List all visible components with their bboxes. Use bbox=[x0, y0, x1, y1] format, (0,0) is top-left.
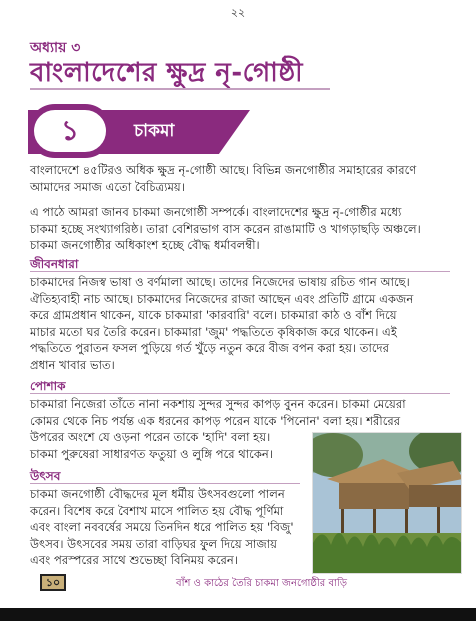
text-line: আমাদের সমাজ এতো বৈচিত্র্যময়। bbox=[30, 179, 185, 194]
overview-paragraph bbox=[30, 204, 421, 254]
text-line: ঐতিহ্যবাহী নাচ আছে। চাকমাদের নিজেদের রাজা আছেন এবং প্রতিটি গ্রামে একজন bbox=[30, 291, 414, 306]
chapter-label: অধ্যায় ৩ bbox=[30, 40, 81, 56]
footer-page-number: ১০ bbox=[40, 574, 66, 591]
text-line: চাকমাদের নিজস্ব ভাষা ও বর্ণমালা আছে। তাদের নিজেদের ভাষায় রচিত গান আছে। bbox=[30, 275, 410, 289]
text-line: চাকমা জনগোষ্ঠী বৌদ্ধদের মূল ধর্মীয় উৎসবগুলো পালন bbox=[30, 487, 285, 501]
top-page-number: ২২ bbox=[230, 6, 246, 19]
text-line: মাচার মতো ঘর তৈরি করেন। চাকমারা 'জুম' পদ্ধতিতে কৃষিকাজ করে থাকেন। এই bbox=[30, 324, 397, 339]
text-line: পদ্ধতিতে পুরাতন ফসল পুড়িয়ে গর্ত খুঁড়ে নতুন করে বীজ বপন করা হয়। তাদের bbox=[30, 341, 389, 356]
text-line: উপরের অংশে যে ওড়না পরেন তাকে 'হাদি' বলা হয়। bbox=[30, 430, 271, 445]
festival-paragraph bbox=[30, 486, 294, 569]
bamboo-house-illustration bbox=[313, 433, 462, 574]
text-line: করে গ্রামপ্রধান থাকেন, যাকে চাকমারা 'কারবারি' বলে। চাকমারা কাঠ ও বাঁশ দিয়ে bbox=[30, 308, 397, 323]
photo-caption: বাঁশ ও কাঠের তৈরি চাকমা জনগোষ্ঠীর বাড়ি bbox=[176, 578, 347, 589]
dress-heading: পোশাক bbox=[30, 379, 66, 393]
intro-paragraph bbox=[30, 162, 416, 195]
livelihood-divider bbox=[30, 271, 450, 272]
festival-divider bbox=[30, 483, 300, 484]
livelihood-paragraph bbox=[30, 274, 413, 374]
text-line: প্রধান খাবার ভাত। bbox=[30, 357, 115, 372]
section-banner bbox=[28, 104, 250, 158]
dress-divider bbox=[30, 393, 450, 394]
text-line: বাংলাদেশে ৪৫টিরও অধিক ক্ষুদ্র নৃ-গোষ্ঠী আছে। বিভিন্ন জনগোষ্ঠীর সমাহারের কারণে bbox=[30, 163, 417, 177]
text-line: চাকমা জনগোষ্ঠীর অধিকাংশ হচ্ছে বৌদ্ধ ধর্মাবলম্বী। bbox=[30, 238, 260, 253]
bottom-edge bbox=[0, 608, 476, 621]
text-line: এ পাঠে আমরা জানব চাকমা জনগোষ্ঠী সম্পর্কে। বাংলাদেশের ক্ষুদ্র নৃ-গোষ্ঠীর মধ্যে bbox=[30, 205, 402, 219]
text-line: এবং পরস্পরের সাথে শুভেচ্ছা বিনিময় করেন। bbox=[30, 553, 238, 568]
section-number: ১ bbox=[60, 114, 80, 147]
chapter-title: বাংলাদেশের ক্ষুদ্র নৃ-গোষ্ঠী bbox=[30, 58, 304, 88]
livelihood-heading: জীবনধারা bbox=[30, 257, 79, 271]
text-line: চাকমা হচ্ছে সংখ্যাগরিষ্ঠ। তারা বেশিরভাগ বাস করেন রাঙামাটি ও খাগড়াছড়ি অঞ্চলে। bbox=[30, 221, 421, 236]
text-line: চাকমা পুরুষেরা সাধারণত ফতুয়া ও লুঙ্গি পরে থাকেন। bbox=[30, 446, 274, 461]
text-line: এবং বাংলা নববর্ষের সময়ে তিনদিন ধরে পালিত হয় 'বিজু' bbox=[30, 520, 294, 535]
section-name: চাকমা bbox=[134, 121, 175, 141]
festival-heading: উৎসব bbox=[30, 469, 61, 483]
section-number-badge bbox=[28, 104, 112, 158]
text-line: করেন। বিশেষ করে বৈশাখ মাসে পালিত হয় বৌদ্ধ পূর্ণিমা bbox=[30, 503, 284, 518]
text-line: কোমর থেকে নিচ পর্যন্ত এক ধরনের কাপড় পরেন যাকে 'পিনোন' বলা হয়। শরীরের bbox=[30, 413, 401, 428]
text-line: উৎসব। উৎসবের সময় তারা বাড়িঘর ফুল দিয়ে সাজায় bbox=[30, 536, 277, 551]
chakma-house-photo bbox=[312, 432, 462, 574]
text-line: চাকমারা নিজেরা তাঁতে নানা নকশায় সুন্দর সুন্দর কাপড় বুনন করেন। চাকমা মেয়েরা bbox=[30, 397, 406, 411]
title-divider bbox=[30, 88, 330, 90]
